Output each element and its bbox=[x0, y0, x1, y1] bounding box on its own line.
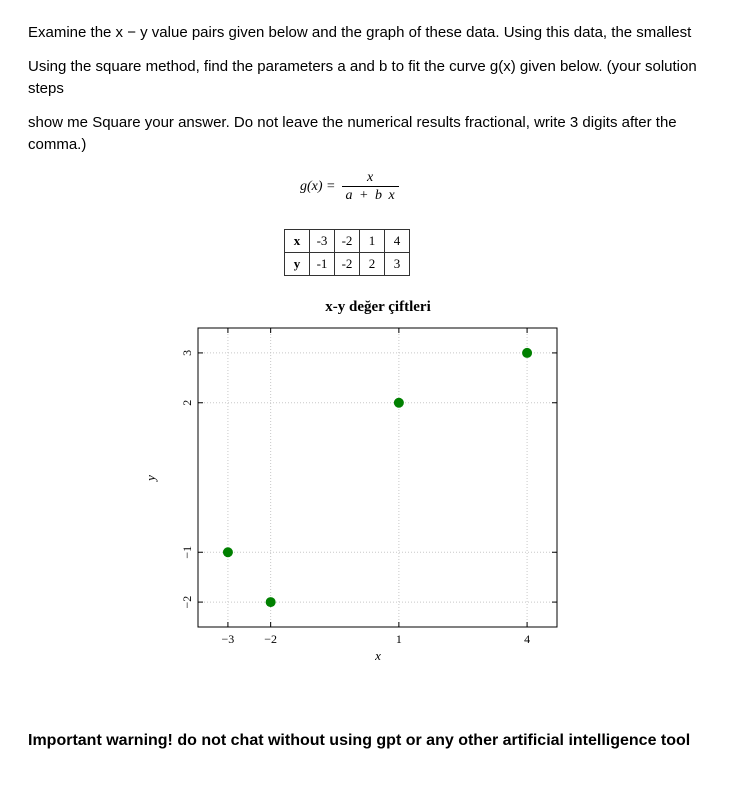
data-point bbox=[522, 348, 532, 358]
table-cell: 2 bbox=[360, 253, 385, 276]
table-cell: -2 bbox=[335, 230, 360, 253]
instruction-paragraph-3: show me Square your answer. Do not leave the numerical results fractional, write 3 digits after the comma.) bbox=[28, 114, 677, 153]
instruction-paragraph-2: Using the square method, find the parameters a and b to fit the curve g(x) given below. (your solution steps bbox=[28, 58, 697, 97]
y-tick-label: −2 bbox=[179, 595, 194, 609]
chart-points bbox=[223, 348, 532, 607]
data-point bbox=[223, 547, 233, 557]
table-cell: -2 bbox=[335, 253, 360, 276]
warning-text: Important warning! do not chat without using gpt or any other artificial intelligence tool bbox=[28, 732, 691, 749]
x-tick-label: −2 bbox=[264, 632, 278, 646]
data-point bbox=[394, 398, 404, 408]
table-cell: 4 bbox=[385, 230, 410, 253]
plot-frame bbox=[198, 328, 557, 627]
formula-denominator: a + b x bbox=[342, 186, 399, 204]
formula-numerator: x bbox=[366, 170, 374, 185]
formula-lhs: g(x) = bbox=[300, 179, 336, 194]
table-cell: -3 bbox=[310, 230, 335, 253]
x-tick-label: 1 bbox=[395, 632, 402, 646]
y-tick-label: −1 bbox=[179, 545, 194, 559]
chart-title: x-y değer çiftleri bbox=[325, 299, 431, 315]
x-axis-label: x bbox=[375, 648, 381, 663]
y-axis-label: y bbox=[143, 475, 158, 481]
y-tick-label: 3 bbox=[179, 349, 194, 356]
instruction-paragraph-1: Examine the x − y value pairs given below and the graph of these data. Using this data, the smallest bbox=[28, 24, 692, 41]
x-tick-label: 4 bbox=[524, 632, 531, 646]
table-y-label: y bbox=[285, 253, 310, 276]
x-tick-label: −3 bbox=[221, 632, 235, 646]
y-tick-label: 2 bbox=[179, 399, 194, 406]
table-cell: 1 bbox=[360, 230, 385, 253]
data-point bbox=[266, 597, 276, 607]
table-cell: 3 bbox=[385, 253, 410, 276]
chart-ticks bbox=[180, 328, 557, 646]
table-cell: -1 bbox=[310, 253, 335, 276]
chart-grid bbox=[198, 328, 557, 627]
table-x-label: x bbox=[285, 230, 310, 253]
